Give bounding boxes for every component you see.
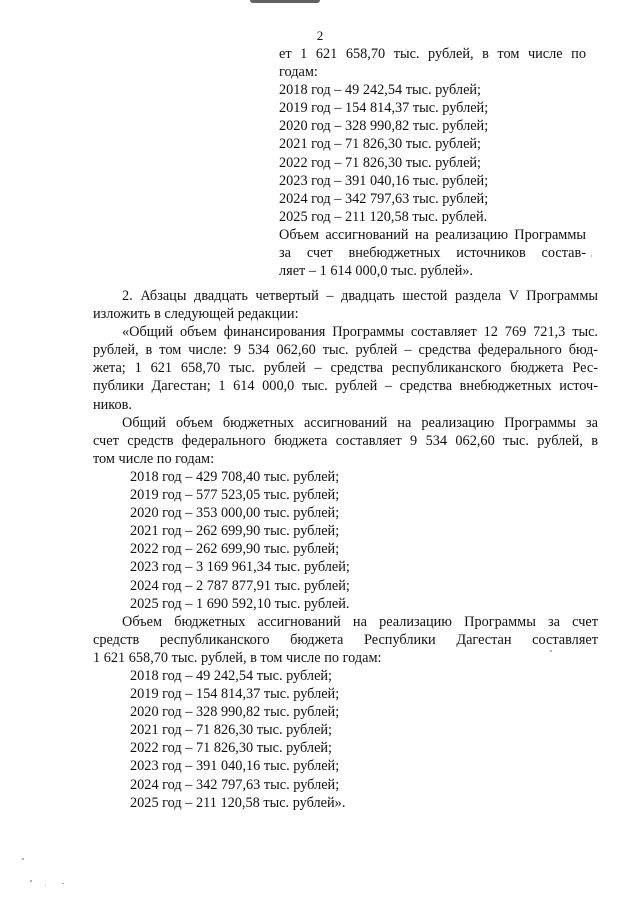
page-number: 2: [316, 28, 324, 43]
text-line: Объем ассигнований на реализацию Программы за счет внебюджетных источников состав-: [279, 226, 586, 262]
text-line: 1 621 658,70 тыс. рублей, в том числе по годам:: [93, 649, 382, 666]
text-line: том числе по годам:: [93, 450, 215, 467]
text-line: Объем бюджетных ассигнований на реализацию Программы за счет: [122, 613, 598, 630]
year-line: 2024 год – 2 787 877,91 тыс. рублей;: [130, 577, 350, 594]
year-line: 2020 год – 328 990,82 тыс. рублей;: [130, 704, 340, 721]
main-text-block: [93, 287, 598, 812]
year-line: 2025 год – 211 120,58 тыс. рублей.: [279, 208, 488, 225]
year-line: 2022 год – 71 826,30 тыс. рублей;: [279, 154, 482, 171]
text-line: средств республиканского бюджета Республики Дагестан составляет: [93, 631, 598, 648]
year-line: 2018 год – 49 242,54 тыс. рублей;: [130, 667, 333, 684]
text-line: Общий объем бюджетных ассигнований на реализацию Программы за: [122, 414, 598, 431]
year-line: 2018 год – 429 708,40 тыс. рублей;: [130, 468, 340, 485]
scan-speck: [62, 883, 64, 884]
text-line: годам:: [279, 64, 318, 81]
text-line: ников.: [93, 396, 132, 413]
year-line: 2024 год – 342 797,63 тыс. рублей;: [279, 190, 489, 207]
year-line: 2021 год – 71 826,30 тыс. рублей;: [130, 722, 333, 739]
year-line: 2021 год – 71 826,30 тыс. рублей;: [279, 136, 482, 153]
text-line: «Общий объем финансирования Программы составляет 12 769 721,3 тыс.: [122, 324, 598, 341]
year-line: 2025 год – 1 690 592,10 тыс. рублей.: [130, 595, 350, 612]
scan-speck: [30, 880, 32, 882]
text-line: жета; 1 621 658,70 тыс. рублей – средства республиканского бюджета Рес-: [93, 360, 598, 377]
top-text-block: [279, 45, 586, 280]
scan-speck: [22, 858, 24, 860]
text-line: публики Дагестан; 1 614 000,0 тыс. рублей – средства внебюджетных источ-: [93, 378, 598, 395]
year-line: 2019 год – 577 523,05 тыс. рублей;: [130, 487, 340, 504]
text-line: ет 1 621 658,70 тыс. рублей, в том числе по: [279, 46, 586, 62]
year-line: 2024 год – 342 797,63 тыс. рублей;: [130, 776, 340, 793]
extrabudget-paragraph: [279, 226, 586, 262]
year-line: 2020 год – 328 990,82 тыс. рублей;: [279, 118, 489, 135]
year-line: 2019 год – 154 814,37 тыс. рублей;: [130, 686, 340, 703]
text-line: ляет – 1 614 000,0 тыс. рублей».: [279, 263, 474, 280]
scan-speck: [591, 255, 592, 257]
year-line: 2023 год – 3 169 961,34 тыс. рублей;: [130, 559, 350, 576]
year-line: 2022 год – 262 699,90 тыс. рублей;: [130, 541, 340, 558]
year-line: 2018 год – 49 242,54 тыс. рублей;: [279, 82, 482, 99]
year-line: 2025 год – 211 120,58 тыс. рублей».: [130, 794, 346, 811]
text-line: 2. Абзацы двадцать четвертый – двадцать шестой раздела V Программы: [122, 288, 598, 304]
year-line: 2023 год – 391 040,16 тыс. рублей;: [130, 758, 340, 775]
year-line: 2022 год – 71 826,30 тыс. рублей;: [130, 740, 333, 757]
year-line: 2020 год – 353 000,00 тыс. рублей;: [130, 505, 340, 522]
year-line: 2023 год – 391 040,16 тыс. рублей;: [279, 172, 489, 189]
text-line: счет средств федерального бюджета составляет 9 534 062,60 тыс. рублей, в: [93, 432, 598, 449]
scan-artifact: [250, 0, 320, 3]
scan-speck: [45, 885, 46, 886]
year-line: 2021 год – 262 699,90 тыс. рублей;: [130, 523, 340, 540]
text-line: изложить в следующей редакции:: [93, 306, 299, 323]
year-line: 2019 год – 154 814,37 тыс. рублей;: [279, 100, 489, 117]
text-line: рублей, в том числе: 9 534 062,60 тыс. рублей – средства федерального бюд-: [93, 342, 598, 359]
scan-speck: [550, 650, 552, 652]
